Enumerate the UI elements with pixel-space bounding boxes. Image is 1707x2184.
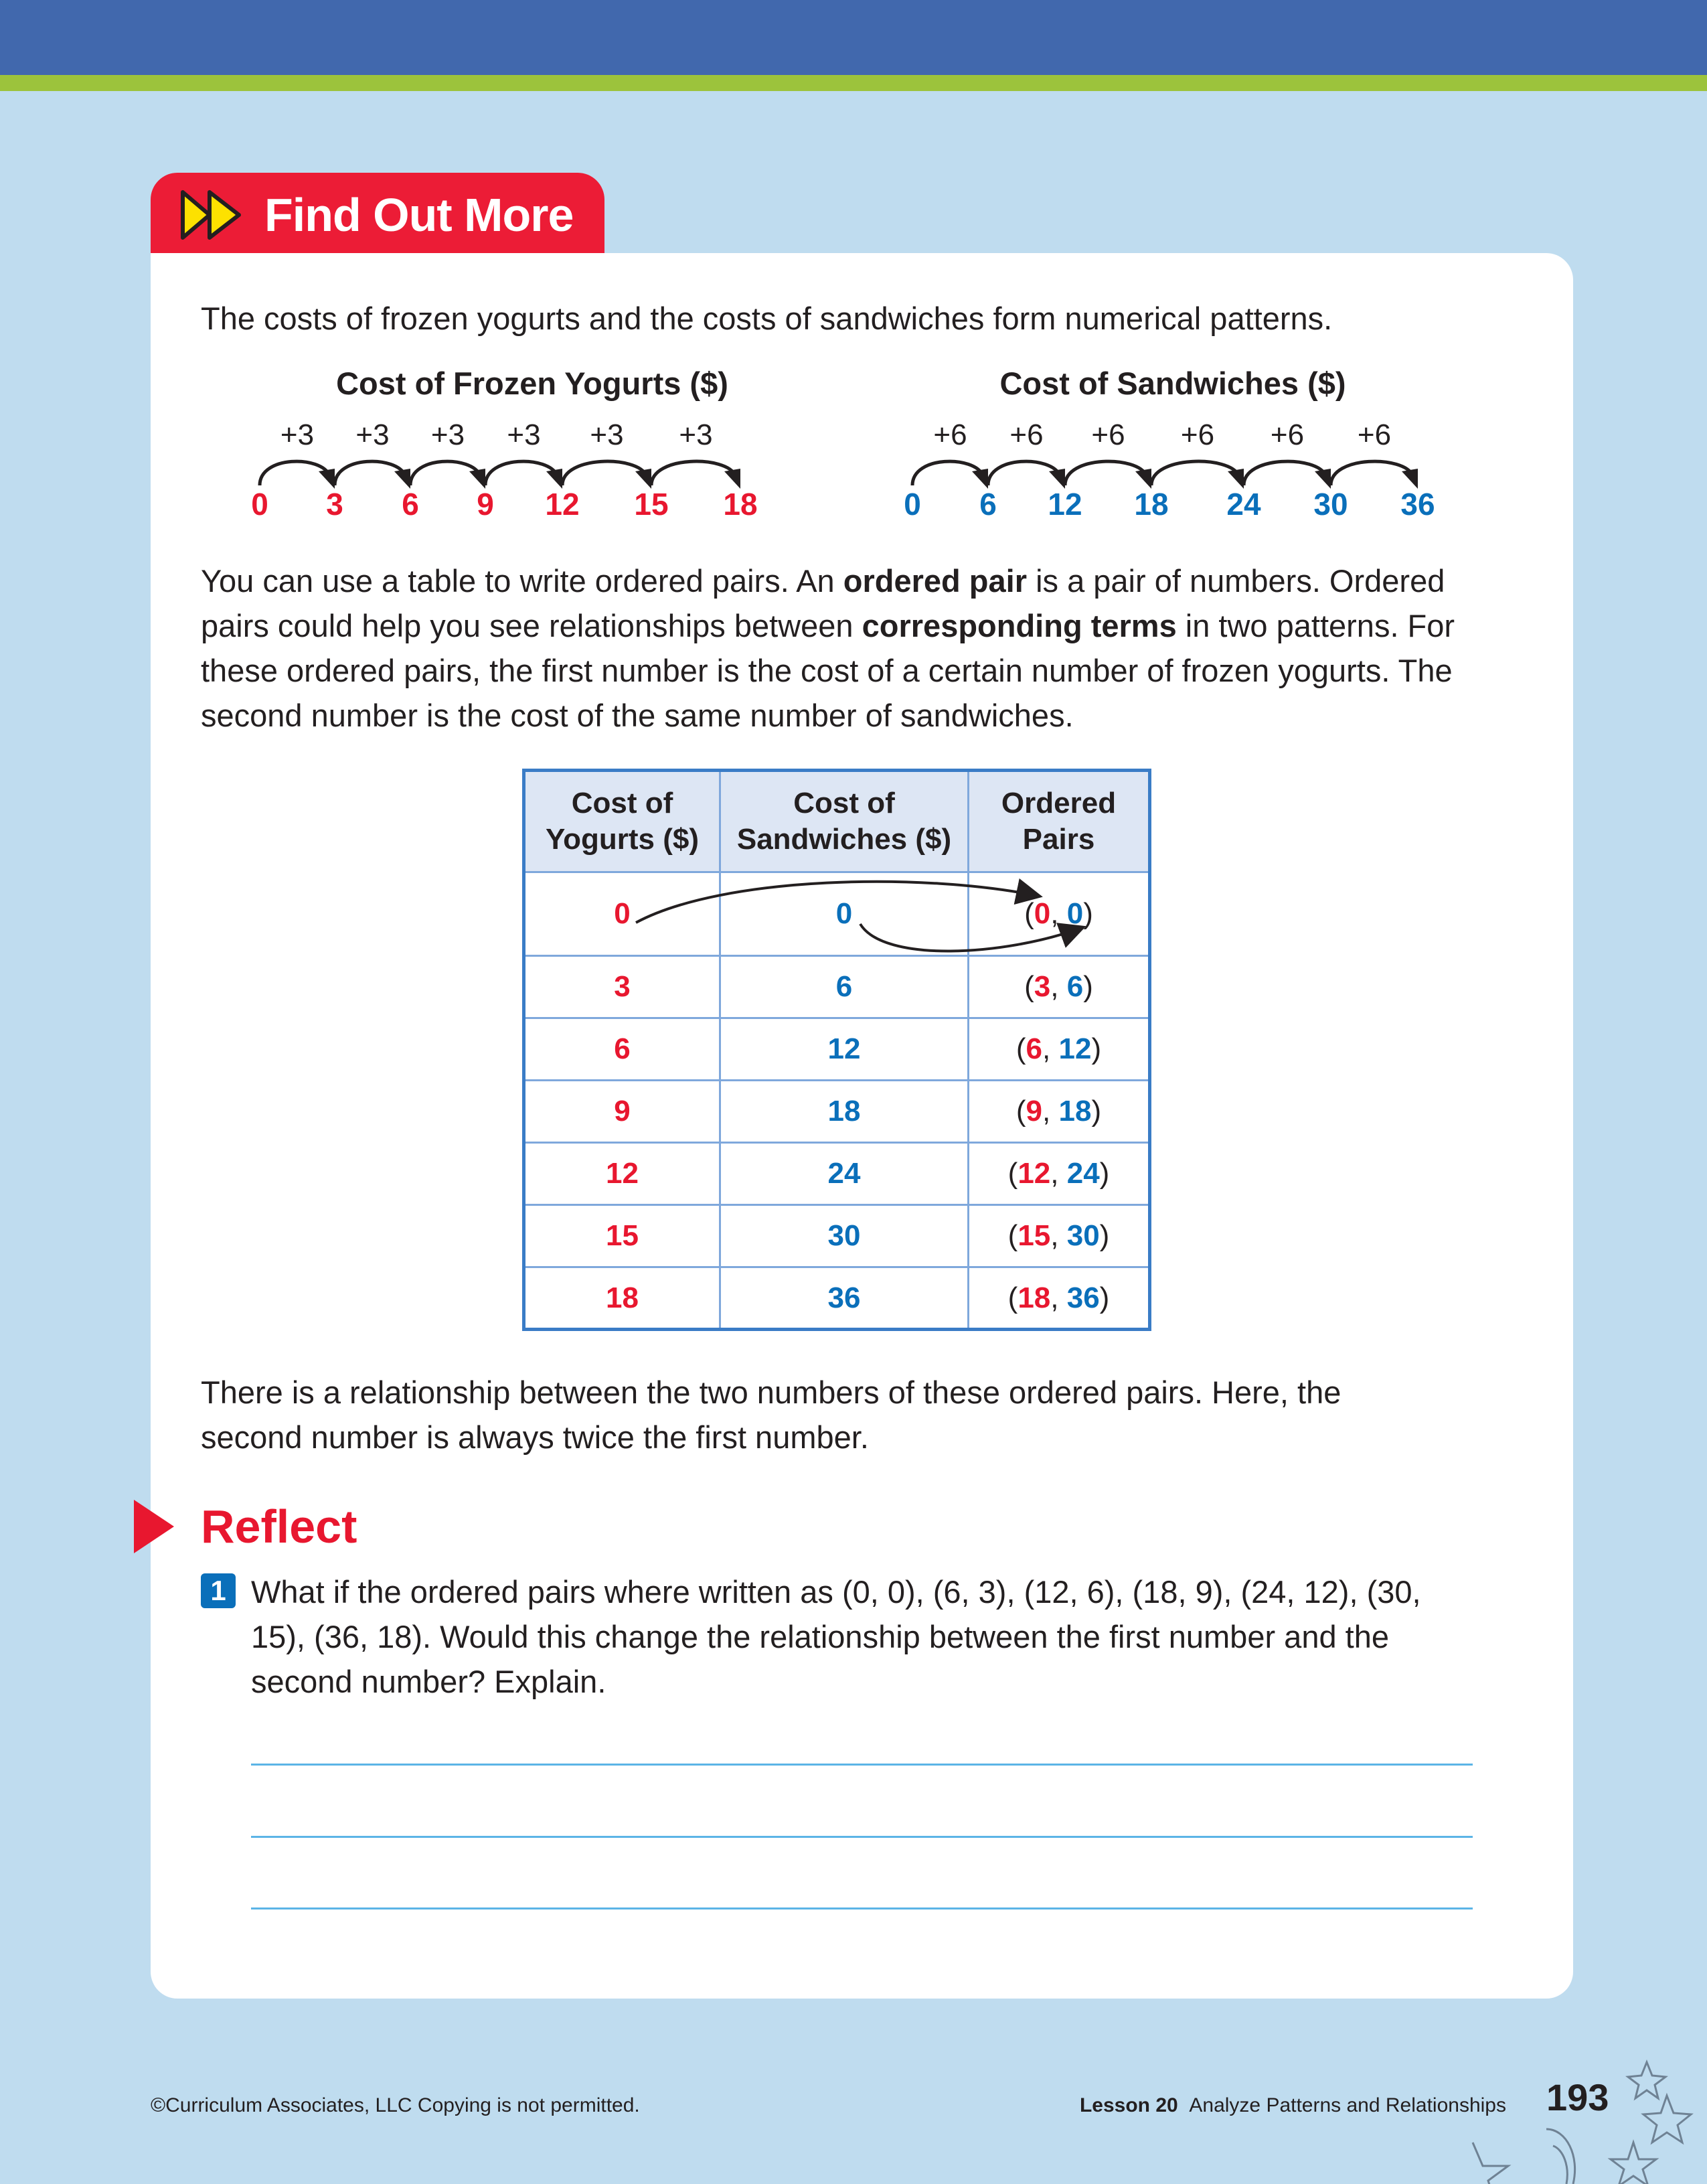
step-label: +6 xyxy=(933,418,967,451)
step-arrow-icon xyxy=(912,461,983,485)
top-band xyxy=(0,0,1707,75)
pattern-term: 0 xyxy=(251,487,268,522)
step-label: +3 xyxy=(355,418,390,451)
sandwich-cost-cell: 24 xyxy=(720,1143,969,1205)
pattern-title: Cost of Sandwiches ($) xyxy=(999,366,1346,401)
copyright: ©Curriculum Associates, LLC Copying is not permitted. xyxy=(151,2094,640,2116)
pattern-term: 12 xyxy=(545,487,580,522)
pattern-title: Cost of Frozen Yogurts ($) xyxy=(336,366,728,401)
pattern-term: 18 xyxy=(723,487,758,522)
step-label: +6 xyxy=(1357,418,1392,451)
answer-line[interactable] xyxy=(251,1836,1473,1838)
fast-forward-icon xyxy=(177,188,251,242)
section-tab xyxy=(151,173,604,256)
ordered-pair-cell: (9, 18) xyxy=(969,1081,1150,1143)
star-doodles-icon xyxy=(1272,2055,1707,2184)
pattern-term: 18 xyxy=(1134,487,1169,522)
pattern-arcs xyxy=(0,455,1707,495)
step-label: +6 xyxy=(1180,418,1215,451)
yogurt-cost-cell: 12 xyxy=(524,1143,720,1205)
yogurt-cost-cell: 9 xyxy=(524,1081,720,1143)
pattern-term: 3 xyxy=(326,487,343,522)
sandwich-cost-cell: 36 xyxy=(720,1267,969,1330)
step-label: +3 xyxy=(430,418,465,451)
step-arrow-icon xyxy=(1065,461,1146,485)
step-arrow-icon xyxy=(1331,461,1412,485)
sandwich-cost-cell: 6 xyxy=(720,956,969,1018)
reflect-triangle-icon xyxy=(134,1500,177,1557)
pattern-term: 9 xyxy=(477,487,494,522)
section-title: Find Out More xyxy=(264,188,574,241)
sandwich-cost-cell: 12 xyxy=(720,1018,969,1081)
pattern-term: 36 xyxy=(1400,487,1435,522)
step-label: +3 xyxy=(679,418,713,451)
step-label: +3 xyxy=(590,418,624,451)
step-arrow-icon xyxy=(988,461,1060,485)
pattern-term: 15 xyxy=(634,487,669,522)
question-text: What if the ordered pairs where written as (0, 0), (6, 3), (12, 6), (18, 9), (24, 12), (30, 15), (36, 18). Would this change the relationship between the first number and the second number? Explain. xyxy=(251,1574,1421,1699)
ordered-pair-cell: (0, 0) xyxy=(969,872,1150,956)
header-yogurts: Cost of Yogurts ($) xyxy=(524,771,720,872)
step-label: +6 xyxy=(1270,418,1305,451)
step-label: +3 xyxy=(507,418,541,451)
header-sandwiches: Cost of Sandwiches ($) xyxy=(720,771,969,872)
page-number: 193 xyxy=(1546,2076,1609,2118)
ordered-pair-cell: (18, 36) xyxy=(969,1267,1150,1330)
header-ordered-pairs: Ordered Pairs xyxy=(969,771,1150,872)
pattern-term: 0 xyxy=(904,487,921,522)
step-label: +6 xyxy=(1009,418,1044,451)
yogurt-cost-cell: 0 xyxy=(524,872,720,956)
yogurt-cost-cell: 18 xyxy=(524,1267,720,1330)
yogurt-cost-cell: 15 xyxy=(524,1205,720,1267)
ordered-pair-paragraph: You can use a table to write ordered pairs. An ordered pair is a pair of numbers. Ordered pairs could help you see relationships between corresponding terms in two patterns. For these ordered pairs, the first number is the cost of a certain number of frozen yogurts. The second number is the cost of the same number of sandwiches. xyxy=(201,563,1455,733)
pattern-term: 6 xyxy=(402,487,419,522)
reflect-heading: Reflect xyxy=(201,1500,357,1553)
sandwich-cost-cell: 0 xyxy=(720,872,969,956)
pattern-term: 24 xyxy=(1226,487,1261,522)
ordered-pair-cell: (6, 12) xyxy=(969,1018,1150,1081)
green-stripe xyxy=(0,75,1707,91)
mapping-arrows xyxy=(522,769,1151,1327)
step-arrow-icon xyxy=(1151,461,1238,485)
pattern-term: 30 xyxy=(1313,487,1348,522)
answer-line[interactable] xyxy=(251,1907,1473,1909)
sandwich-cost-cell: 30 xyxy=(720,1205,969,1267)
ordered-pair-cell: (3, 6) xyxy=(969,956,1150,1018)
sandwich-cost-cell: 18 xyxy=(720,1081,969,1143)
pattern-term: 12 xyxy=(1048,487,1082,522)
yogurt-cost-cell: 3 xyxy=(524,956,720,1018)
step-label: +3 xyxy=(280,418,315,451)
ordered-pair-cell: (12, 24) xyxy=(969,1143,1150,1205)
answer-line[interactable] xyxy=(251,1764,1473,1766)
relationship-text: There is a relationship between the two numbers of these ordered pairs. Here, the second number is always twice the first number. xyxy=(201,1375,1342,1455)
intro-text: The costs of frozen yogurts and the costs of sandwiches form numerical patterns. xyxy=(201,301,1333,336)
ordered-pair-cell: (15, 30) xyxy=(969,1205,1150,1267)
pattern-term: 6 xyxy=(979,487,997,522)
step-label: +6 xyxy=(1091,418,1125,451)
question-number: 1 xyxy=(201,1573,236,1608)
step-arrow-icon xyxy=(1244,461,1325,485)
lesson-label: Lesson 20 Analyze Patterns and Relationships xyxy=(1079,2094,1506,2116)
yogurt-cost-cell: 6 xyxy=(524,1018,720,1081)
